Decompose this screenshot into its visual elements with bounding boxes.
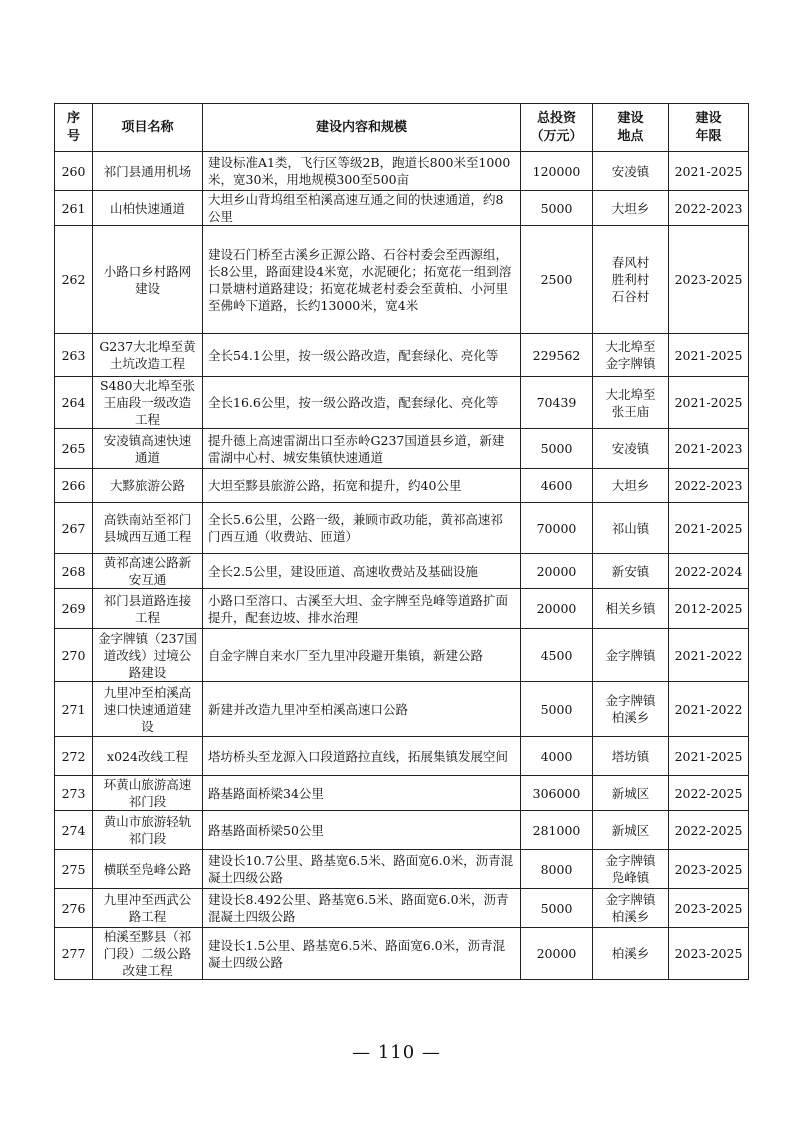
table-row: [55, 682, 749, 737]
row-project-name: x024改线工程: [93, 737, 203, 776]
row-content: 建设长8.492公里、路基宽6.5米、路面宽6.0米，沥青混凝土四级公路: [203, 889, 521, 928]
row-location: 金字牌镇 凫峰镇: [593, 850, 669, 889]
row-content: 大坦至黟县旅游公路，拓宽和提升，约40公里: [203, 469, 521, 503]
row-content: 建设长1.5公里、路基宽6.5米、路面宽6.0米，沥青混凝土四级公路: [203, 928, 521, 980]
row-location: 塔坊镇: [593, 737, 669, 776]
row-investment: 4000: [521, 737, 593, 776]
row-seq: 274: [55, 811, 93, 850]
row-period: 2021-2025: [669, 334, 749, 377]
row-period: 2021-2022: [669, 629, 749, 682]
row-location: 金字牌镇 柏溪乡: [593, 682, 669, 737]
table-row: [55, 554, 749, 589]
row-content: 提升德上高速雷湖出口至赤岭G237国道县乡道，新建雷湖中心村、城安集镇快速通道: [203, 429, 521, 469]
row-project-name: 小路口乡村路网建设: [93, 226, 203, 334]
row-investment: 8000: [521, 850, 593, 889]
table-row: [55, 503, 749, 554]
row-investment: 2500: [521, 226, 593, 334]
row-project-name: G237大北埠至黄土坑改造工程: [93, 334, 203, 377]
row-seq: 265: [55, 429, 93, 469]
table-body: [55, 152, 749, 980]
header-place: 建设 地点: [593, 104, 669, 152]
row-seq: 271: [55, 682, 93, 737]
row-location: 春风村 胜利村 石谷村: [593, 226, 669, 334]
table-row: [55, 334, 749, 377]
row-location: 柏溪乡: [593, 928, 669, 980]
row-content: 全长16.6公里，按一级公路改造，配套绿化、亮化等: [203, 377, 521, 429]
row-seq: 262: [55, 226, 93, 334]
row-investment: 4500: [521, 629, 593, 682]
row-seq: 275: [55, 850, 93, 889]
row-content: 路基路面桥梁34公里: [203, 776, 521, 811]
row-project-name: 九里冲至柏溪高速口快速通道建设: [93, 682, 203, 737]
row-content: 新建并改造九里冲至柏溪高速口公路: [203, 682, 521, 737]
header-name: 项目名称: [93, 104, 203, 152]
table-row: [55, 226, 749, 334]
row-seq: 268: [55, 554, 93, 589]
table-row: [55, 469, 749, 503]
row-project-name: 柏溪至黟县（祁门段）二级公路改建工程: [93, 928, 203, 980]
row-location: 相关乡镇: [593, 589, 669, 629]
row-location: 大坦乡: [593, 469, 669, 503]
row-location: 大北埠至 金字牌镇: [593, 334, 669, 377]
row-location: 新城区: [593, 811, 669, 850]
row-period: 2023-2025: [669, 226, 749, 334]
row-investment: 20000: [521, 928, 593, 980]
row-period: 2022-2024: [669, 554, 749, 589]
row-project-name: 环黄山旅游高速祁门段: [93, 776, 203, 811]
row-seq: 277: [55, 928, 93, 980]
row-location: 新安镇: [593, 554, 669, 589]
row-content: 大坦乡山背坞组至柏溪高速互通之间的快速通道，约8公里: [203, 191, 521, 226]
row-period: 2022-2023: [669, 469, 749, 503]
row-seq: 263: [55, 334, 93, 377]
row-location: 安凌镇: [593, 152, 669, 191]
row-investment: 70439: [521, 377, 593, 429]
row-investment: 5000: [521, 889, 593, 928]
row-content: 路基路面桥梁50公里: [203, 811, 521, 850]
row-period: 2023-2025: [669, 928, 749, 980]
header-period: 建设 年限: [669, 104, 749, 152]
row-location: 大坦乡: [593, 191, 669, 226]
row-project-name: 大黟旅游公路: [93, 469, 203, 503]
row-project-name: 山柏快速通道: [93, 191, 203, 226]
row-content: 塔坊桥头至龙源入口段道路拉直线，拓展集镇发展空间: [203, 737, 521, 776]
row-period: 2021-2025: [669, 377, 749, 429]
row-seq: 267: [55, 503, 93, 554]
table-row: [55, 429, 749, 469]
row-investment: 5000: [521, 191, 593, 226]
row-project-name: S480大北埠至张王庙段一级改造工程: [93, 377, 203, 429]
row-period: 2021-2025: [669, 737, 749, 776]
row-content: 小路口至溶口、古溪至大坦、金字牌至凫峰等道路扩面提升，配套边坡、排水治理: [203, 589, 521, 629]
table-header-row: [55, 104, 749, 152]
row-project-name: 高铁南站至祁门县城西互通工程: [93, 503, 203, 554]
header-invest: 总投资 （万元）: [521, 104, 593, 152]
row-content: 建设长10.7公里、路基宽6.5米、路面宽6.0米，沥青混凝土四级公路: [203, 850, 521, 889]
table-row: [55, 811, 749, 850]
table-row: [55, 589, 749, 629]
row-project-name: 金字牌镇（237国道改线）过境公路建设: [93, 629, 203, 682]
page-number: — 110 —: [352, 1042, 441, 1063]
row-project-name: 安凌镇高速快速通道: [93, 429, 203, 469]
row-period: 2023-2025: [669, 850, 749, 889]
table-row: [55, 152, 749, 191]
row-seq: 260: [55, 152, 93, 191]
row-period: 2023-2025: [669, 889, 749, 928]
row-seq: 261: [55, 191, 93, 226]
row-investment: 229562: [521, 334, 593, 377]
table-row: [55, 629, 749, 682]
row-seq: 276: [55, 889, 93, 928]
table-row: [55, 377, 749, 429]
table-row: [55, 191, 749, 226]
row-period: 2021-2023: [669, 429, 749, 469]
row-seq: 272: [55, 737, 93, 776]
row-content: 全长2.5公里，建设匝道、高速收费站及基础设施: [203, 554, 521, 589]
row-period: 2022-2025: [669, 776, 749, 811]
row-investment: 5000: [521, 429, 593, 469]
row-content: 全长5.6公里，公路一级，兼顾市政功能，黄祁高速祁门西互通（收费站、匝道）: [203, 503, 521, 554]
row-investment: 5000: [521, 682, 593, 737]
row-investment: 70000: [521, 503, 593, 554]
row-project-name: 黄祁高速公路新安互通: [93, 554, 203, 589]
row-investment: 306000: [521, 776, 593, 811]
row-investment: 20000: [521, 589, 593, 629]
row-location: 安凌镇: [593, 429, 669, 469]
row-investment: 4600: [521, 469, 593, 503]
project-table: [54, 103, 749, 980]
table-row: [55, 928, 749, 980]
row-period: 2021-2025: [669, 152, 749, 191]
row-location: 祁山镇: [593, 503, 669, 554]
table-row: [55, 737, 749, 776]
row-content: 全长54.1公里，按一级公路改造，配套绿化、亮化等: [203, 334, 521, 377]
row-period: 2022-2023: [669, 191, 749, 226]
row-project-name: 九里冲至西武公路工程: [93, 889, 203, 928]
row-period: 2021-2025: [669, 503, 749, 554]
row-investment: 120000: [521, 152, 593, 191]
header-content: 建设内容和规模: [203, 104, 521, 152]
row-seq: 270: [55, 629, 93, 682]
row-content: 建设石门桥至古溪乡正源公路、石谷村委会至西源组，长8公里，路面建设4米宽，水泥硬化；拓宽花一组到溶口景塘村道路建设；拓宽花城老村委会至黄柏、小河里至佛岭下道路，长约13000米，宽4米: [203, 226, 521, 334]
table-row: [55, 889, 749, 928]
row-period: 2021-2022: [669, 682, 749, 737]
row-seq: 273: [55, 776, 93, 811]
row-content: 自金字牌自来水厂至九里冲段避开集镇，新建公路: [203, 629, 521, 682]
row-period: 2012-2025: [669, 589, 749, 629]
row-investment: 281000: [521, 811, 593, 850]
row-content: 建设标准A1类，飞行区等级2B，跑道长800米至1000米，宽30米，用地规模300至500亩: [203, 152, 521, 191]
row-seq: 264: [55, 377, 93, 429]
row-seq: 266: [55, 469, 93, 503]
row-project-name: 横联至凫峰公路: [93, 850, 203, 889]
header-seq: 序号: [55, 104, 93, 152]
row-seq: 269: [55, 589, 93, 629]
table-row: [55, 776, 749, 811]
row-project-name: 祁门县通用机场: [93, 152, 203, 191]
row-project-name: 祁门县道路连接工程: [93, 589, 203, 629]
row-location: 金字牌镇: [593, 629, 669, 682]
row-period: 2022-2025: [669, 811, 749, 850]
row-investment: 20000: [521, 554, 593, 589]
row-project-name: 黄山市旅游轻轨祁门段: [93, 811, 203, 850]
table-row: [55, 850, 749, 889]
row-location: 金字牌镇 柏溪乡: [593, 889, 669, 928]
row-location: 新城区: [593, 776, 669, 811]
row-location: 大北埠至 张王庙: [593, 377, 669, 429]
